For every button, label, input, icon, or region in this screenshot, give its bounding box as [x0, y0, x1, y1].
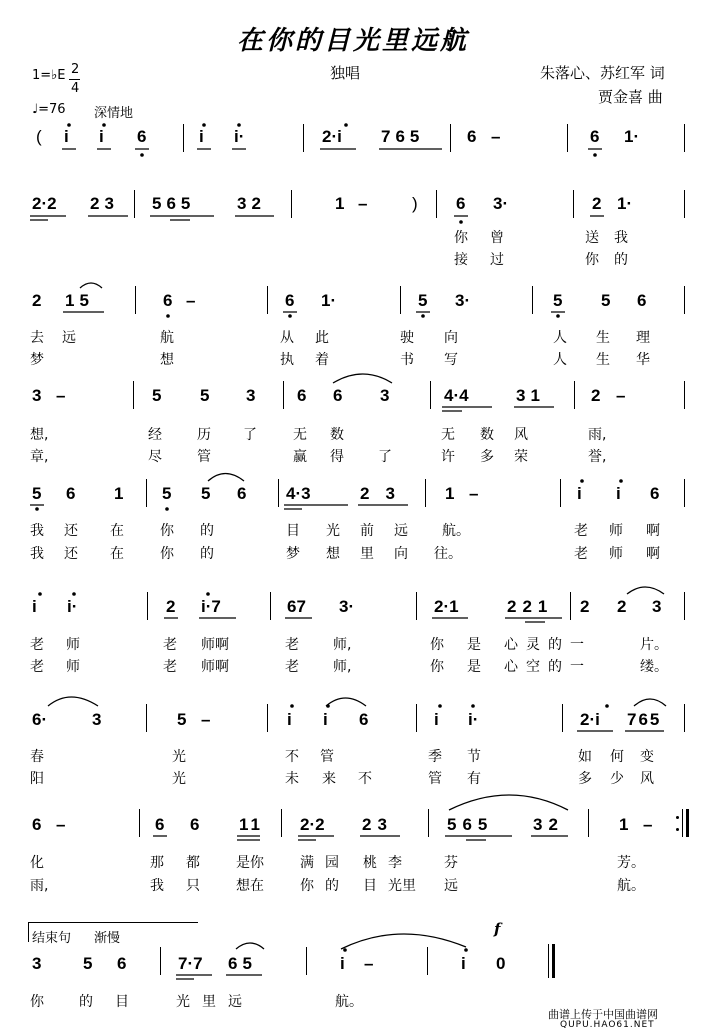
- lyric: 老: [163, 637, 177, 653]
- note: 3: [246, 386, 256, 405]
- note: 3: [652, 597, 662, 616]
- note: 1: [445, 484, 455, 503]
- lyric: 有: [467, 771, 481, 787]
- note: 3: [92, 710, 102, 729]
- note: i·: [67, 597, 78, 616]
- lyric: 着: [315, 352, 329, 368]
- lyric: 前: [360, 523, 374, 539]
- lyric: 你: [300, 878, 314, 894]
- note: 6: [117, 954, 127, 973]
- note: 6: [163, 291, 173, 310]
- lyric: 光: [172, 749, 186, 765]
- lyric: 风: [514, 427, 528, 443]
- lyric: 我: [30, 523, 44, 539]
- lyric: 管: [320, 749, 334, 765]
- lyric: 我: [30, 546, 44, 562]
- lyric: 李: [388, 855, 402, 871]
- note: 2: [32, 291, 42, 310]
- note: 5: [177, 710, 187, 729]
- performance-type: 独唱: [330, 64, 361, 82]
- note: 2·i: [322, 127, 342, 146]
- lyric: 啊: [646, 546, 660, 562]
- note: 5: [32, 484, 42, 503]
- song-title: 在你的目光里远航: [236, 26, 469, 56]
- watermark-line-1: 曲谱上传于中国曲谱网: [548, 1008, 658, 1021]
- note: –: [56, 386, 66, 405]
- lyric: 光: [172, 771, 186, 787]
- lyric: 书: [400, 352, 414, 368]
- lyric: 了: [378, 449, 392, 465]
- lyric: 啊: [646, 523, 660, 539]
- lyric: 里: [360, 546, 374, 562]
- lyric: 老: [285, 659, 299, 675]
- note: 3: [380, 386, 390, 405]
- note: 32: [237, 194, 266, 213]
- lyric: 你: [430, 659, 444, 675]
- note: 3: [32, 954, 42, 973]
- note: i·: [234, 127, 245, 146]
- lyric: 季: [428, 749, 442, 765]
- note: 1·: [624, 127, 640, 146]
- note: 5: [152, 386, 162, 405]
- note: –: [201, 710, 211, 729]
- dynamic-marking: f: [494, 920, 501, 938]
- lyric: 还: [64, 523, 78, 539]
- lyric: 向: [394, 546, 408, 562]
- lyric: 生: [596, 352, 610, 368]
- note: 3·: [493, 194, 509, 213]
- lyric: 阳: [30, 771, 44, 787]
- note: 6: [590, 127, 600, 146]
- note: i·: [468, 710, 479, 729]
- composer-credit: 贾金喜 曲: [598, 88, 663, 106]
- lyric: 心灵的一: [504, 637, 592, 653]
- lyric: 师: [66, 637, 80, 653]
- note: 23: [90, 194, 119, 213]
- note: –: [186, 291, 196, 310]
- lyric: 满: [300, 855, 314, 871]
- note: 6·: [32, 710, 48, 729]
- note: –: [56, 815, 66, 834]
- lyric: 缕。: [640, 659, 668, 675]
- lyric: 光里: [388, 878, 416, 894]
- lyric: 无: [293, 427, 307, 443]
- lyric: 许: [441, 449, 455, 465]
- lyric: 的: [200, 546, 214, 562]
- lyric: 经: [148, 427, 162, 443]
- lyric: 章,: [30, 449, 49, 465]
- lyric: 只: [186, 878, 200, 894]
- note: 23: [360, 484, 411, 503]
- note: 2: [591, 386, 601, 405]
- note: 5: [200, 386, 210, 405]
- lyricist-credit: 朱落心、苏红军 词: [540, 64, 665, 82]
- note: 6: [155, 815, 165, 834]
- lyric: 无: [441, 427, 455, 443]
- lyric: 向: [444, 330, 458, 346]
- lyric: 师啊: [201, 637, 229, 653]
- note: i: [461, 954, 466, 973]
- lyric: 接: [454, 252, 468, 268]
- lyric: 誉,: [588, 449, 607, 465]
- note: 6: [237, 484, 247, 503]
- note: 6: [650, 484, 660, 503]
- note: 2·2: [300, 815, 325, 834]
- lyric: 目: [286, 523, 300, 539]
- note: 2·1: [434, 597, 459, 616]
- lyric: 化: [30, 855, 44, 871]
- note: –: [469, 484, 479, 503]
- lyric: 如: [578, 749, 592, 765]
- lyric: 雨,: [30, 878, 49, 894]
- note: 0: [496, 954, 506, 973]
- note: i: [199, 127, 204, 146]
- lyric: 航: [160, 330, 174, 346]
- lyric: 数: [330, 427, 344, 443]
- time-signature-denominator: 4: [71, 81, 80, 96]
- note: i: [287, 710, 292, 729]
- lyric: 老: [285, 637, 299, 653]
- note: ): [412, 194, 418, 213]
- lyric: 过: [490, 252, 504, 268]
- lyric: 在: [110, 546, 124, 562]
- tempo-marking: ♩=76: [32, 102, 66, 117]
- lyric: 老: [163, 659, 177, 675]
- note: i: [577, 484, 582, 503]
- time-signature-numerator: 2: [71, 62, 80, 77]
- note: –: [491, 127, 501, 146]
- lyric: 多: [480, 449, 494, 465]
- lyric: 园: [325, 855, 339, 871]
- note: i: [340, 954, 345, 973]
- lyric: 何: [610, 749, 624, 765]
- lyric: 不: [358, 771, 372, 787]
- lyric: 想: [326, 546, 340, 562]
- lyric: 的: [79, 994, 93, 1010]
- lyric: 心空的一: [504, 659, 592, 675]
- lyric: 芳。: [617, 855, 645, 871]
- lyric: 从: [280, 330, 294, 346]
- lyric: 未: [285, 771, 299, 787]
- note: 6: [637, 291, 647, 310]
- lyric: 理: [636, 330, 650, 346]
- lyric: 远: [444, 878, 458, 894]
- note: 15: [65, 291, 94, 310]
- note: (: [36, 127, 42, 146]
- lyric: 还: [64, 546, 78, 562]
- expression-marking: 深情地: [94, 106, 134, 121]
- lyric: 你: [160, 523, 174, 539]
- lyric: 节: [467, 749, 481, 765]
- note: 6: [190, 815, 200, 834]
- note: 23: [362, 815, 393, 834]
- note: 4·3: [286, 484, 311, 503]
- lyric: 是: [467, 637, 481, 653]
- lyric: 老: [30, 659, 44, 675]
- lyric: 管: [197, 449, 211, 465]
- lyric: 老: [574, 523, 588, 539]
- note: 3·: [339, 597, 355, 616]
- lyric: 的: [614, 252, 628, 268]
- lyric: 荣: [514, 449, 528, 465]
- note: 2: [617, 597, 627, 616]
- lyric: 少: [610, 771, 624, 787]
- lyric: 的: [200, 523, 214, 539]
- lyric: 是: [467, 659, 481, 675]
- lyric: 是你: [236, 855, 264, 871]
- note: 765: [627, 710, 662, 729]
- note: 5: [553, 291, 563, 310]
- lyric: 风: [640, 771, 654, 787]
- note: 7·7: [178, 954, 203, 973]
- lyric: 远: [62, 330, 76, 346]
- key-signature: 1=♭E: [32, 68, 66, 83]
- lyric: 送: [585, 230, 599, 246]
- lyric: 目: [115, 994, 129, 1010]
- note: 221: [507, 597, 554, 616]
- lyric: 春: [30, 749, 44, 765]
- note: 5: [83, 954, 93, 973]
- note: 2: [592, 194, 602, 213]
- lyric: 师: [609, 546, 623, 562]
- lyric: 尽: [148, 449, 162, 465]
- lyric: 老: [30, 637, 44, 653]
- lyric: 变: [640, 749, 654, 765]
- watermark-line-2: QUPU.HAO61.NET: [560, 1020, 655, 1030]
- note: 6: [297, 386, 307, 405]
- note: 2·i: [580, 710, 600, 729]
- lyric: 曾: [490, 230, 504, 246]
- lyric: 写: [444, 352, 458, 368]
- lyric: 师,: [333, 659, 352, 675]
- lyric: 师,: [333, 637, 352, 653]
- lyric: 梦: [286, 546, 300, 562]
- note: 1: [619, 815, 629, 834]
- note: 6: [333, 386, 343, 405]
- lyric: 你: [160, 546, 174, 562]
- note: 2: [166, 597, 176, 616]
- lyric: 桃: [363, 855, 377, 871]
- lyric: 远: [394, 523, 408, 539]
- lyric: 数: [480, 427, 494, 443]
- lyric: 赢: [293, 449, 307, 465]
- note: –: [364, 954, 374, 973]
- note: 6: [359, 710, 369, 729]
- lyric: 我: [614, 230, 628, 246]
- note: 2·2: [32, 194, 57, 213]
- lyric: 目: [363, 878, 377, 894]
- lyric: 不: [285, 749, 299, 765]
- lyric: 片。: [640, 637, 668, 653]
- note: 1: [114, 484, 124, 503]
- note: –: [616, 386, 626, 405]
- note: 565: [152, 194, 196, 213]
- note: i: [616, 484, 621, 503]
- note: 6: [285, 291, 295, 310]
- note: 11: [239, 815, 263, 834]
- lyric: 梦: [30, 352, 44, 368]
- note: 31: [516, 386, 545, 405]
- note: 5: [201, 484, 211, 503]
- note: i: [434, 710, 439, 729]
- lyric: 你: [30, 994, 44, 1010]
- note: 6: [467, 127, 477, 146]
- note: 6: [456, 194, 466, 213]
- lyric: 驶: [400, 330, 414, 346]
- note: 6: [137, 127, 147, 146]
- lyric: 老: [574, 546, 588, 562]
- lyric: 你: [454, 230, 468, 246]
- lyric: 去: [30, 330, 44, 346]
- lyric: 航。: [442, 523, 470, 539]
- note: –: [643, 815, 653, 834]
- note: i: [99, 127, 104, 146]
- lyric: 航。: [617, 878, 645, 894]
- ending-label: 结束句: [32, 931, 72, 946]
- lyric: 多: [578, 771, 592, 787]
- lyric: 执: [280, 352, 294, 368]
- note: i: [64, 127, 69, 146]
- note: 5: [162, 484, 172, 503]
- lyric: 历: [197, 427, 211, 443]
- lyric: 师: [609, 523, 623, 539]
- note: 3: [32, 386, 42, 405]
- note: 67: [287, 597, 306, 616]
- lyric: 华: [636, 352, 650, 368]
- note: 65: [228, 954, 257, 973]
- note: 1·: [321, 291, 337, 310]
- note: 6: [32, 815, 42, 834]
- note: 1: [335, 194, 345, 213]
- note: 1·: [617, 194, 633, 213]
- note: i: [323, 710, 328, 729]
- lyric: 你: [585, 252, 599, 268]
- lyric: 生: [596, 330, 610, 346]
- lyric: 师: [66, 659, 80, 675]
- lyric: 想,: [30, 427, 49, 443]
- note: i: [32, 597, 37, 616]
- lyric: 我: [150, 878, 164, 894]
- lyric: 那: [150, 855, 164, 871]
- lyric: 航。: [335, 994, 363, 1010]
- note: 565: [447, 815, 494, 834]
- lyric: 管: [428, 771, 442, 787]
- note: 5: [418, 291, 428, 310]
- lyric: 往。: [434, 546, 462, 562]
- lyric: 得: [330, 449, 344, 465]
- note: 6: [66, 484, 76, 503]
- note: –: [358, 194, 368, 213]
- note: 32: [533, 815, 564, 834]
- lyric: 此: [315, 330, 329, 346]
- lyric: 师啊: [201, 659, 229, 675]
- lyric: 你: [430, 637, 444, 653]
- note: i·7: [201, 597, 221, 616]
- lyric: 都: [186, 855, 200, 871]
- lyric: 在: [110, 523, 124, 539]
- lyric: 光: [326, 523, 340, 539]
- note: 5: [601, 291, 611, 310]
- note: 2: [580, 597, 590, 616]
- lyric: 的: [325, 878, 339, 894]
- lyric: 光里远: [176, 994, 254, 1010]
- lyric: 想在: [236, 878, 264, 894]
- note: 3·: [455, 291, 471, 310]
- lyric: 来: [322, 771, 336, 787]
- lyric: 人: [553, 352, 567, 368]
- note: 4·4: [444, 386, 469, 405]
- note: 765: [381, 127, 425, 146]
- lyric: 雨,: [588, 427, 607, 443]
- lyric: 想: [160, 352, 174, 368]
- lyric: 人: [553, 330, 567, 346]
- lyric: 了: [243, 427, 257, 443]
- ending-tempo-marking: 渐慢: [94, 931, 121, 946]
- lyric: 芬: [444, 855, 458, 871]
